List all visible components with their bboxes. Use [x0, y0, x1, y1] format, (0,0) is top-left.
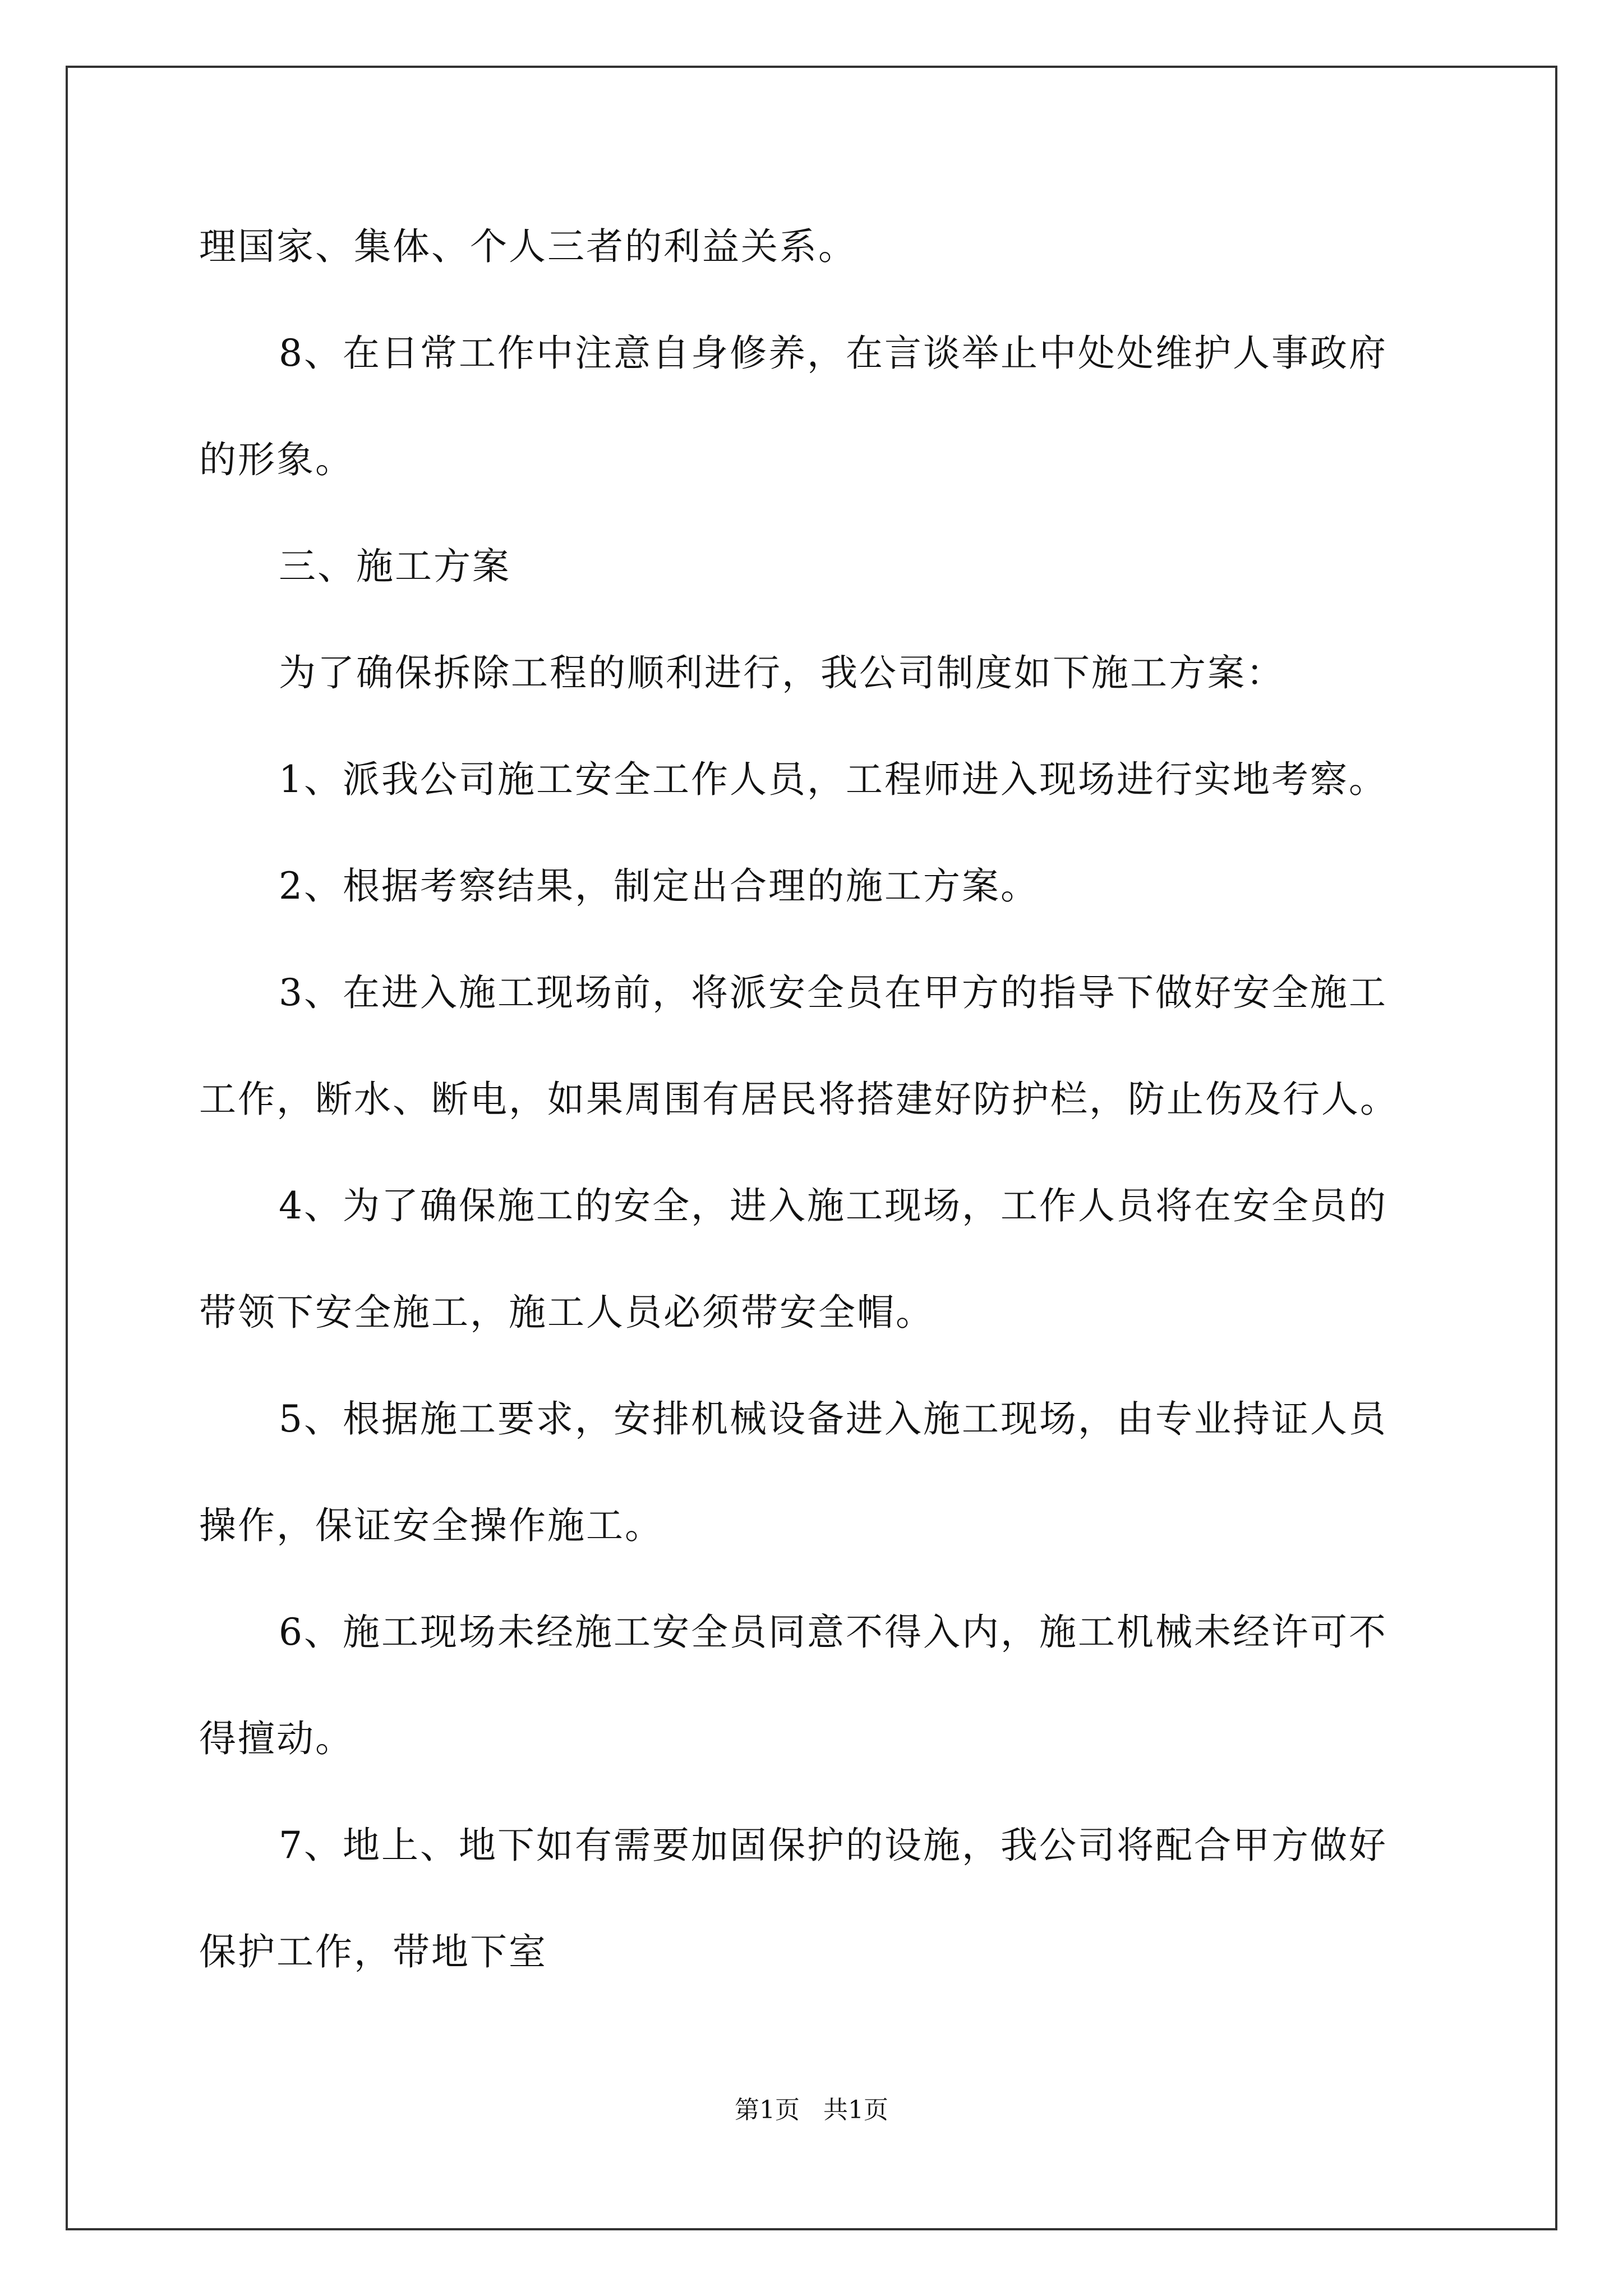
list-item-continuation: 带领下安全施工，施工人员必须带安全帽。: [199, 1291, 934, 1334]
document-body: [199, 213, 1433, 2025]
list-item: 2、根据考察结果，制定出合理的施工方案。: [279, 864, 1039, 908]
list-item: 3、在进入施工现场前，将派安全员在甲方的指导下做好安全施工: [279, 971, 1387, 1014]
paragraph-line: 为了确保拆除工程的顺利进行，我公司制度如下施工方案：: [279, 651, 1285, 694]
paragraph-line: 8、在日常工作中注意自身修养，在言谈举止中处处维护人事政府: [279, 332, 1387, 375]
list-item: 7、地上、地下如有需要加固保护的设施，我公司将配合甲方做好: [279, 1824, 1387, 1867]
list-item-continuation: 工作，断水、断电，如果周围有居民将搭建好防护栏，防止伤及行人。: [199, 1078, 1399, 1121]
page-footer: 第1页 共1页: [735, 2096, 888, 2124]
list-item-continuation: 操作，保证安全操作施工。: [199, 1504, 663, 1547]
paragraph-line: 理国家、集体、个人三者的利益关系。: [199, 225, 857, 268]
list-item: 6、施工现场未经施工安全员同意不得入内，施工机械未经许可不: [279, 1611, 1387, 1654]
section-heading: 三、施工方案: [279, 545, 511, 588]
list-item-continuation: 保护工作，带地下室: [199, 1930, 547, 1973]
list-item: 1、派我公司施工安全工作人员，工程师进入现场进行实地考察。: [279, 758, 1387, 801]
paragraph-line: 的形象。: [199, 438, 354, 481]
list-item: 4、为了确保施工的安全，进入施工现场，工作人员将在安全员的: [279, 1184, 1387, 1227]
list-item-continuation: 得擅动。: [199, 1717, 354, 1760]
list-item: 5、根据施工要求，安排机械设备进入施工现场，由专业持证人员: [279, 1397, 1387, 1441]
